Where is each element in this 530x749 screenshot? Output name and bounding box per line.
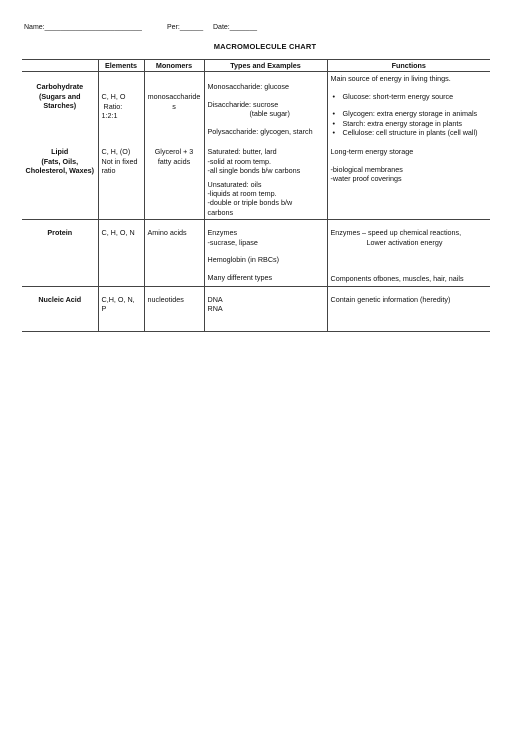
cell-molecule-lipid bbox=[22, 139, 98, 219]
cell-functions-carbohydrate bbox=[327, 72, 490, 140]
list-item: • Glucose: short-term energy source bbox=[343, 92, 488, 101]
cell-monomers-carbohydrate bbox=[144, 72, 204, 140]
carbohydrate-monomer-cont: s bbox=[172, 101, 176, 111]
protein-type-1: Enzymes bbox=[207, 228, 238, 238]
carbohydrate-subtitle: (Sugars and Starches) bbox=[38, 91, 81, 111]
cell-elements-lipid bbox=[98, 139, 144, 219]
cell-types-lipid bbox=[204, 139, 327, 219]
cell-monomers-protein bbox=[144, 220, 204, 286]
lipid-type-unsaturated-note-2: -double or triple bonds b/w bbox=[207, 198, 293, 208]
cell-molecule-protein bbox=[22, 220, 98, 286]
column-header-types: Types and Examples bbox=[204, 60, 327, 72]
carbohydrate-ratio-label: Ratio: bbox=[103, 101, 123, 111]
protein-type-2: -sucrase, lipase bbox=[207, 237, 258, 247]
cell-molecule-carbohydrate bbox=[22, 72, 98, 140]
lipid-type-saturated: Saturated: butter, lard bbox=[207, 147, 277, 157]
protein-type-3: Hemoglobin (in RBCs) bbox=[207, 255, 279, 265]
lipid-monomer: Glycerol + 3 bbox=[154, 147, 194, 157]
cell-types-carbohydrate bbox=[204, 72, 327, 140]
carbohydrate-type-poly: Polysaccharide: glycogen, starch bbox=[207, 126, 313, 136]
lipid-type-saturated-note-1: -solid at room temp. bbox=[207, 156, 272, 166]
protein-name: Protein bbox=[47, 228, 73, 238]
lipid-function-1: Long-term energy storage bbox=[330, 147, 414, 157]
cell-elements-nucleic-acid bbox=[98, 286, 144, 332]
lipid-elements-note-cont: ratio bbox=[101, 166, 116, 176]
lipid-name: Lipid bbox=[51, 147, 69, 157]
protein-function-3: Components ofbones, muscles, hair, nails bbox=[330, 274, 464, 284]
lipid-type-unsaturated-note-1: -liquids at room temp. bbox=[207, 189, 277, 199]
date-field[interactable]: Date:_______ bbox=[213, 24, 257, 31]
cell-molecule-nucleic-acid bbox=[22, 286, 98, 332]
list-item: • Glycogen: extra energy storage in animals bbox=[343, 109, 488, 118]
cell-monomers-nucleic-acid bbox=[144, 286, 204, 332]
carbohydrate-function-list bbox=[331, 92, 488, 138]
cell-elements-protein bbox=[98, 220, 144, 286]
cell-types-nucleic-acid bbox=[204, 286, 327, 332]
lipid-function-3: -water proof coverings bbox=[330, 174, 402, 184]
list-item: • Cellulose: cell structure in plants (cell wall) bbox=[343, 128, 488, 137]
column-header-molecule bbox=[22, 60, 98, 72]
lipid-subtitle-1: (Fats, Oils, bbox=[41, 156, 79, 166]
protein-function-1: Enzymes – speed up chemical reactions, bbox=[330, 228, 462, 238]
lipid-subtitle-2: Cholesterol, Waxes) bbox=[25, 166, 94, 176]
page-title: MACROMOLECULE CHART bbox=[213, 42, 317, 51]
lipid-monomer-cont: fatty acids bbox=[157, 156, 191, 166]
carbohydrate-elements: C, H, O bbox=[101, 92, 126, 102]
list-item: • Starch: extra energy storage in plants bbox=[343, 119, 488, 128]
lipid-elements: C, H, (O) bbox=[101, 147, 131, 157]
lipid-type-unsaturated: Unsaturated: oils bbox=[207, 179, 262, 189]
carbohydrate-type-mono: Monosaccharide: glucose bbox=[207, 82, 290, 92]
cell-monomers-lipid bbox=[144, 139, 204, 219]
period-field[interactable]: Per:______ bbox=[167, 24, 204, 31]
carbohydrate-type-di-note: (table sugar) bbox=[249, 109, 290, 119]
carbohydrate-type-di: Disaccharide: sucrose bbox=[207, 99, 279, 109]
carbohydrate-monomer: monosaccharide bbox=[147, 92, 201, 102]
cell-functions-protein bbox=[327, 220, 490, 286]
protein-function-2: Lower activation energy bbox=[366, 237, 443, 247]
table-row-lipid bbox=[22, 139, 490, 219]
protein-monomer: Amino acids bbox=[147, 228, 187, 238]
table-header-row bbox=[22, 60, 490, 72]
carbohydrate-function-main: Main source of energy in living things. bbox=[330, 74, 451, 84]
protein-elements: C, H, O, N bbox=[101, 228, 135, 238]
lipid-function-2: -biological membranes bbox=[330, 164, 403, 174]
nucleic-acid-type-2: RNA bbox=[207, 303, 223, 313]
name-field[interactable]: Name:_________________________ bbox=[24, 24, 142, 31]
cell-types-protein bbox=[204, 220, 327, 286]
cell-functions-nucleic-acid bbox=[327, 286, 490, 332]
cell-elements-carbohydrate bbox=[98, 72, 144, 140]
nucleic-acid-function-1: Contain genetic information (heredity) bbox=[330, 294, 451, 304]
lipid-type-saturated-note-2: -all single bonds b/w carbons bbox=[207, 166, 301, 176]
column-header-monomers: Monomers bbox=[144, 60, 204, 72]
nucleic-acid-monomer: nucleotides bbox=[147, 294, 184, 304]
protein-type-4: Many different types bbox=[207, 272, 273, 282]
table-row-protein bbox=[22, 220, 490, 286]
nucleic-acid-type-1: DNA bbox=[207, 294, 223, 304]
cell-functions-lipid bbox=[327, 139, 490, 219]
lipid-elements-note: Not in fixed bbox=[101, 156, 138, 166]
column-header-functions: Functions bbox=[327, 60, 490, 72]
table-row-carbohydrate bbox=[22, 72, 490, 140]
table-row-nucleic-acid bbox=[22, 286, 490, 332]
carbohydrate-ratio-value: 1:2:1 bbox=[101, 111, 118, 121]
column-header-elements: Elements bbox=[98, 60, 144, 72]
carbohydrate-name: Carbohydrate bbox=[36, 82, 84, 92]
nucleic-acid-elements: C,H, O, N, P bbox=[101, 294, 135, 313]
lipid-type-unsaturated-note-3: carbons bbox=[207, 207, 234, 217]
macromolecule-table bbox=[22, 59, 490, 332]
nucleic-acid-name: Nucleic Acid bbox=[38, 294, 82, 304]
